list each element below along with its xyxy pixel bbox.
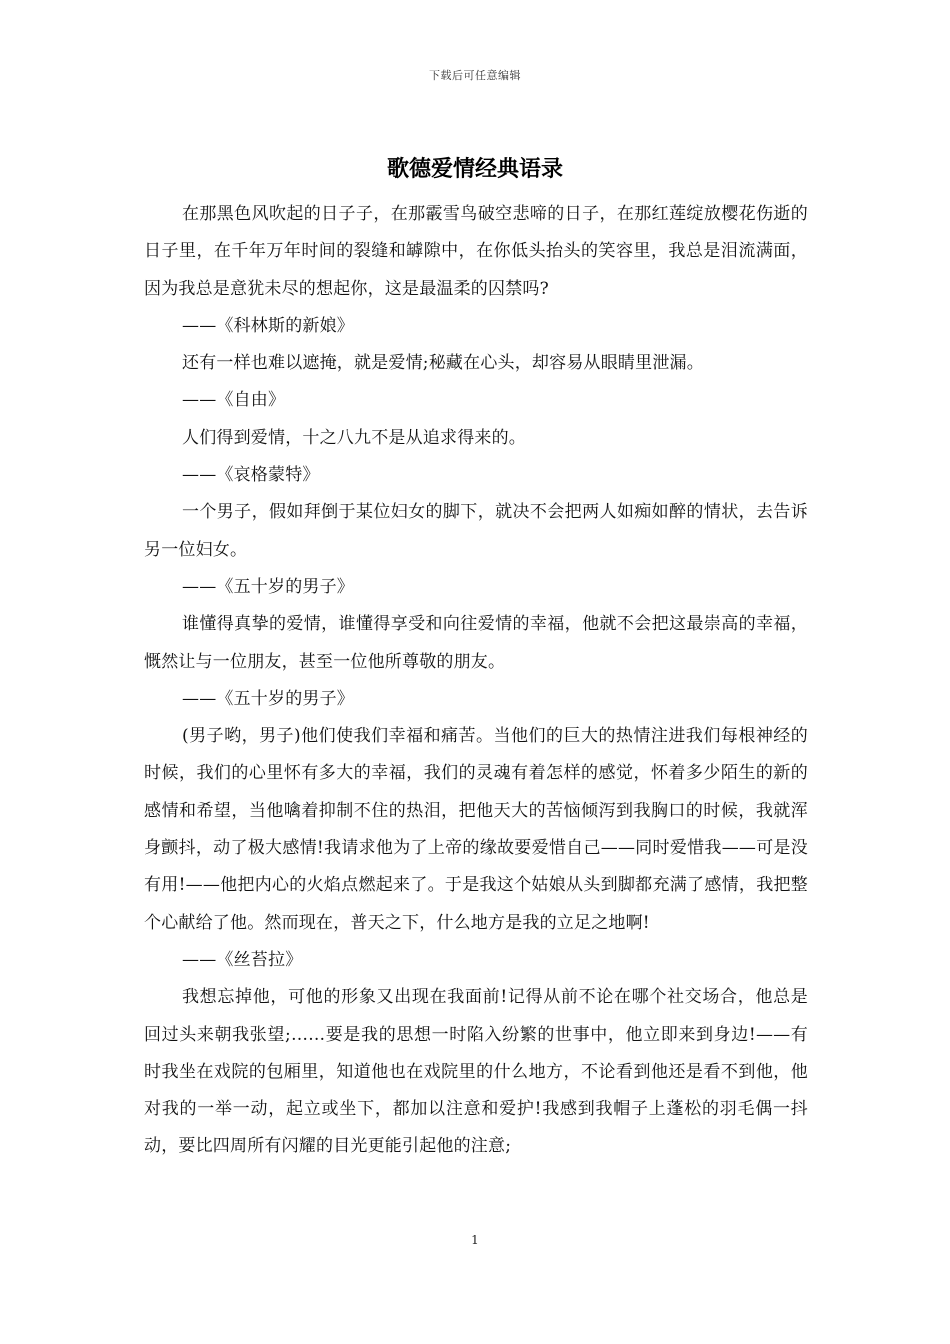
quote-paragraph: 谁懂得真挚的爱情，谁懂得享受和向往爱情的幸福，他就不会把这最崇高的幸福，慨然让与一位朋友，甚至一位他所尊敬的朋友。: [144, 614, 808, 672]
quote-paragraph: 还有一样也难以遮掩，就是爱情;秘藏在心头，却容易从眼睛里泄漏。: [182, 353, 704, 374]
quote-attribution: ——《五十岁的男子》: [182, 576, 354, 597]
page-number: 1: [471, 1233, 479, 1247]
quote-paragraph: 人们得到爱情，十之八九不是从追求得来的。: [182, 427, 526, 448]
header-note: 下载后可任意编辑: [429, 69, 521, 82]
document-title: 歌德爱情经典语录: [386, 157, 563, 182]
quote-attribution: ——《丝苔拉》: [182, 949, 303, 970]
quote-paragraph: 在那黑色风吹起的日子子，在那霰雪鸟破空悲啼的日子，在那红莲绽放樱花伤逝的日子里，在千年万年时间的裂缝和罅隙中，在你低头抬头的笑容里，我总是泪流满面，因为我总是意犹未尽的想起你，这是最温柔的囚禁吗?: [144, 204, 808, 299]
quote-paragraph: (男子哟，男子)他们使我们幸福和痛苦。当他们的巨大的热情注进我们每根神经的时候，我们的心里怀有多大的幸福，我们的灵魂有着怎样的感觉，怀着多少陌生的新的感情和希望，当他噙着抑制不住的热泪，把他天大的苦恼倾泻到我胸口的时候，我就浑身颤抖，动了极大感情!我请求他为了上帝的缘故要爱惜自己——同时爱惜我——可是没有用!——他把内心的火焰点燃起来了。于是我这个姑娘从头到脚都充满了感情，我把整个心献给了他。然而现在，普天之下，什么地方是我的立足之地啊!: [144, 726, 808, 933]
quote-attribution: ——《科林斯的新娘》: [182, 315, 354, 336]
quote-attribution: ——《哀格蒙特》: [182, 465, 320, 486]
document-body: [144, 196, 808, 1166]
quote-attribution: ——《五十岁的男子》: [182, 688, 354, 709]
quote-attribution: ——《自由》: [182, 390, 286, 411]
quote-paragraph: 我想忘掉他，可他的形象又出现在我面前!记得从前不论在哪个社交场合，他总是回过头来朝我张望;……要是我的思想一时陷入纷繁的世事中，他立即来到身边!——有时我坐在戏院的包厢里，知道他也在戏院里的什么地方，不论看到他还是看不到他，他对我的一举一动，起立或坐下，都加以注意和爱护!我感到我帽子上蓬松的羽毛偶一抖动，要比四周所有闪耀的目光更能引起他的注意;: [144, 987, 808, 1157]
quote-paragraph: 一个男子，假如拜倒于某位妇女的脚下，就决不会把两人如痴如醉的情状，去告诉另一位妇女。: [144, 502, 808, 560]
